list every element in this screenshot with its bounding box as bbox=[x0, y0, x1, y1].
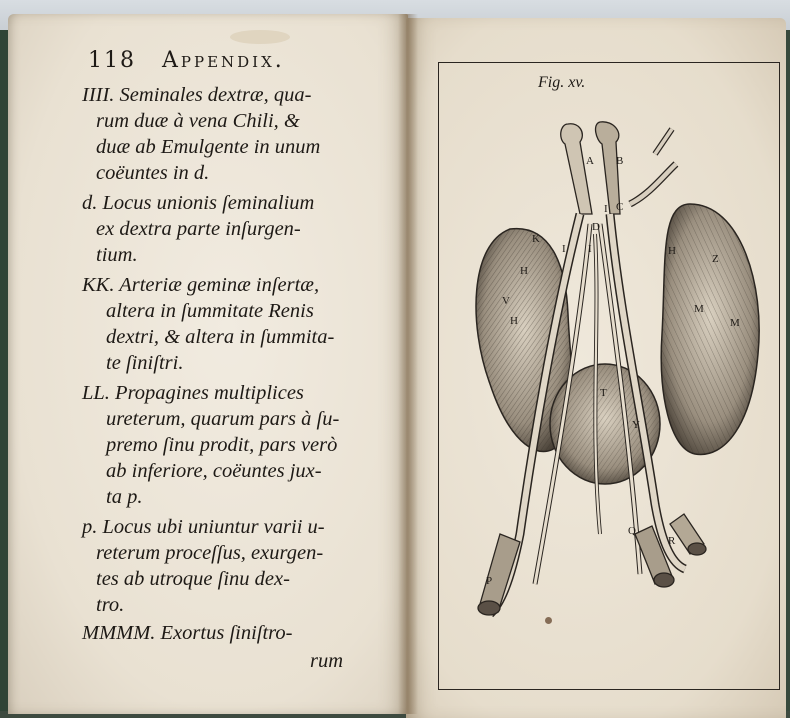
svg-text:I: I bbox=[562, 243, 566, 255]
figure-caption: Fig. xv. bbox=[538, 74, 586, 91]
text-line: ta p. bbox=[106, 486, 143, 508]
text-line: dextri, & altera in ſummita- bbox=[106, 326, 335, 348]
text-line: IIII. Seminales dextræ, qua- bbox=[82, 84, 312, 106]
svg-text:Z: Z bbox=[712, 253, 719, 265]
svg-text:Q: Q bbox=[628, 525, 636, 537]
text-line: KK. Arteriæ geminæ inſertæ, bbox=[82, 274, 320, 296]
foxing-spot bbox=[545, 617, 552, 624]
anatomical-engraving bbox=[440, 64, 776, 686]
text-line: ab inferiore, coëuntes jux- bbox=[106, 460, 322, 482]
svg-text:B: B bbox=[616, 155, 624, 167]
page-header bbox=[88, 48, 388, 78]
svg-text:D: D bbox=[592, 221, 600, 233]
text-line: d. Locus unionis ſeminalium bbox=[82, 192, 315, 214]
svg-text:R: R bbox=[668, 535, 676, 547]
text-line: altera in ſummitate Renis bbox=[106, 300, 314, 322]
text-line: rum bbox=[310, 650, 344, 672]
svg-text:V: V bbox=[502, 295, 510, 307]
page-number: 118 bbox=[88, 48, 136, 73]
svg-text:C: C bbox=[616, 201, 624, 213]
svg-text:Y: Y bbox=[632, 419, 640, 431]
text-line: MMMM. Exortus ſiniſtro- bbox=[82, 622, 293, 644]
foxing-spot bbox=[230, 30, 290, 44]
text-line: tro. bbox=[96, 594, 125, 616]
svg-text:H: H bbox=[520, 265, 528, 277]
svg-text:A: A bbox=[586, 155, 594, 167]
text-line: p. Locus ubi uniuntur varii u- bbox=[82, 516, 325, 538]
text-line: tium. bbox=[96, 244, 138, 266]
text-line: premo ſinu prodit, pars verò bbox=[106, 434, 338, 456]
svg-text:T: T bbox=[600, 387, 607, 399]
svg-text:P: P bbox=[486, 575, 493, 587]
svg-text:M: M bbox=[730, 317, 740, 329]
text-line: ex dextra parte inſurgen- bbox=[96, 218, 301, 240]
text-line: rum duæ à vena Chili, & bbox=[96, 110, 300, 132]
text-line: coëuntes in d. bbox=[96, 162, 210, 184]
svg-text:I: I bbox=[588, 243, 592, 255]
text-line: reterum proceſſus, exurgen- bbox=[96, 542, 324, 564]
text-line: duæ ab Emulgente in unum bbox=[96, 136, 321, 158]
text-line: tes ab utroque ſinu dex- bbox=[96, 568, 290, 590]
text-line: ureterum, quarum pars à ſu- bbox=[106, 408, 340, 430]
running-head: Appendix. bbox=[162, 48, 285, 73]
text-line: LL. Propagines multiplices bbox=[82, 382, 304, 404]
text-line: te ſiniſtri. bbox=[106, 352, 184, 374]
svg-text:K: K bbox=[532, 233, 540, 245]
svg-text:H: H bbox=[510, 315, 518, 327]
svg-text:M: M bbox=[694, 303, 704, 315]
svg-text:H: H bbox=[668, 245, 676, 257]
svg-text:I: I bbox=[604, 203, 608, 215]
page-text bbox=[82, 82, 402, 682]
